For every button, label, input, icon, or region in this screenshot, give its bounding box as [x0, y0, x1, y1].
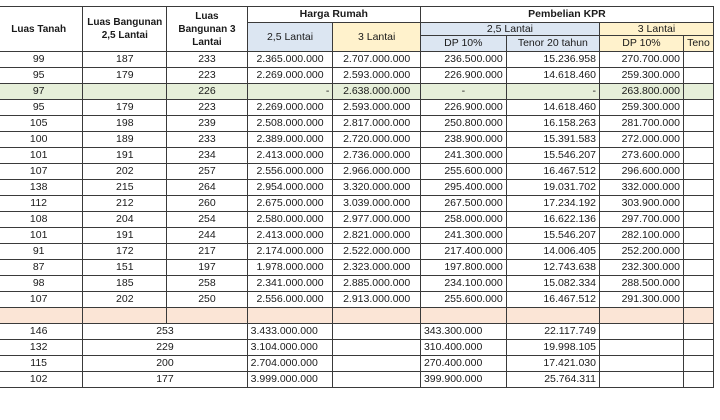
table-row	[0, 132, 714, 148]
cell-dp-25: 217.400.000	[420, 244, 506, 260]
cell-harga-3: 2.593.000.000	[333, 68, 421, 84]
cell-harga-3: 2.720.000.000	[333, 132, 421, 148]
cell-tenor-25: 25.764.311	[506, 372, 599, 388]
cell-luas-bangunan-3: 258	[167, 276, 247, 292]
cell-luas-bangunan-3: 244	[167, 228, 247, 244]
cell-luas-bangunan-3: 260	[167, 196, 247, 212]
header-pembelian-kpr: Pembelian KPR	[420, 7, 713, 23]
cell-dp-3: 297.700.000	[599, 212, 683, 228]
cell-luas-bangunan-25: 191	[83, 148, 167, 164]
cell-luas-tanah: 115	[0, 356, 83, 372]
header-harga-25: 2,5 Lantai	[247, 23, 333, 52]
cell-luas-bangunan: 253	[83, 324, 247, 340]
cell-luas-bangunan: 177	[83, 372, 247, 388]
cell-dp-25: 255.600.000	[420, 164, 506, 180]
cell-tenor-25: 16.622.136	[506, 212, 599, 228]
cell-luas-tanah: 95	[0, 68, 83, 84]
cell-harga-3: 2.638.000.000	[333, 84, 421, 100]
table-row	[0, 52, 714, 68]
cell-luas-bangunan-25: 172	[83, 244, 167, 260]
cell-harga-25: 2.341.000.000	[247, 276, 333, 292]
cell-dp-25: 270.400.000	[420, 356, 506, 372]
cell-luas-tanah: 107	[0, 164, 83, 180]
cell-harga-25: 2.556.000.000	[247, 292, 333, 308]
header-kpr-3: 3 Lantai	[599, 23, 713, 36]
header-dp-25: DP 10%	[420, 36, 506, 52]
cell-dp-25: 295.400.000	[420, 180, 506, 196]
cell-dp-3: 281.700.000	[599, 116, 683, 132]
cell-harga-25: 2.704.000.000	[247, 356, 333, 372]
cell-luas-bangunan: 229	[83, 340, 247, 356]
cell-luas-bangunan-25: 215	[83, 180, 167, 196]
cell-harga-25: 2.413.000.000	[247, 228, 333, 244]
cell-harga-3	[333, 324, 421, 340]
cell-luas-tanah: 95	[0, 100, 83, 116]
table-row	[0, 372, 714, 388]
cell-harga-25: 2.365.000.000	[247, 52, 333, 68]
cell-dp-25: 250.800.000	[420, 116, 506, 132]
cell-luas-bangunan-25: 191	[83, 228, 167, 244]
cell-luas-tanah: 112	[0, 196, 83, 212]
cell-tenor-3	[683, 324, 713, 340]
table-separator	[0, 308, 714, 324]
cell-harga-3: 3.320.000.000	[333, 180, 421, 196]
cell-dp-25: 226.900.000	[420, 68, 506, 84]
cell-dp-25: 241.300.000	[420, 148, 506, 164]
cell-harga-25: 1.978.000.000	[247, 260, 333, 276]
cell-dp-3: 232.300.000	[599, 260, 683, 276]
cell-luas-bangunan: 200	[83, 356, 247, 372]
cell-tenor-25: 15.236.958	[506, 52, 599, 68]
cell-dp-3: 332.000.000	[599, 180, 683, 196]
cell-dp-25: -	[420, 84, 506, 100]
cell-tenor-3	[683, 244, 713, 260]
cell-luas-bangunan-25: 179	[83, 68, 167, 84]
cell-luas-tanah: 100	[0, 132, 83, 148]
cell-tenor-3	[683, 148, 713, 164]
table-row	[0, 196, 714, 212]
cell-luas-bangunan-3: 226	[167, 84, 247, 100]
cell-dp-3: 282.100.000	[599, 228, 683, 244]
cell-luas-bangunan-25: 185	[83, 276, 167, 292]
table-row	[0, 324, 714, 340]
cell-harga-3: 2.707.000.000	[333, 52, 421, 68]
cell-harga-25: 2.269.000.000	[247, 68, 333, 84]
cell-tenor-25: 19.031.702	[506, 180, 599, 196]
header-harga-3: 3 Lantai	[333, 23, 421, 52]
cell-harga-25: 2.389.000.000	[247, 132, 333, 148]
cell-dp-3: 273.600.000	[599, 148, 683, 164]
cell-luas-bangunan-25: 151	[83, 260, 167, 276]
cell-dp-3: 263.800.000	[599, 84, 683, 100]
cell-harga-3: 2.821.000.000	[333, 228, 421, 244]
cell-luas-tanah: 132	[0, 340, 83, 356]
cell-tenor-3	[683, 260, 713, 276]
cell-dp-25: 343.300.000	[420, 324, 506, 340]
cell-tenor-3	[683, 356, 713, 372]
header-luas-bangunan-25: Luas Bangunan 2,5 Lantai	[83, 7, 167, 52]
cell-luas-bangunan-25: 179	[83, 100, 167, 116]
header-row-top	[0, 7, 714, 23]
cell-luas-bangunan-3: 250	[167, 292, 247, 308]
cell-dp-3: 288.500.000	[599, 276, 683, 292]
table-row	[0, 100, 714, 116]
cell-dp-3: 259.300.000	[599, 68, 683, 84]
cell-tenor-25: 17.234.192	[506, 196, 599, 212]
cell-dp-3: 303.900.000	[599, 196, 683, 212]
cell-dp-3	[599, 324, 683, 340]
cell-harga-3: 2.522.000.000	[333, 244, 421, 260]
cell-harga-3	[333, 356, 421, 372]
cell-tenor-25: 16.467.512	[506, 292, 599, 308]
table-row	[0, 180, 714, 196]
cell-luas-bangunan-25	[83, 84, 167, 100]
cell-harga-3: 2.977.000.000	[333, 212, 421, 228]
cell-luas-bangunan-25: 204	[83, 212, 167, 228]
cell-tenor-3	[683, 100, 713, 116]
table-body-main	[0, 52, 714, 308]
cell-dp-25: 255.600.000	[420, 292, 506, 308]
cell-dp-25: 241.300.000	[420, 228, 506, 244]
cell-dp-25: 226.900.000	[420, 100, 506, 116]
cell-harga-25: 2.580.000.000	[247, 212, 333, 228]
cell-luas-tanah: 101	[0, 148, 83, 164]
cell-harga-25: 3.433.000.000	[247, 324, 333, 340]
cell-dp-3	[599, 372, 683, 388]
cell-luas-bangunan-25: 202	[83, 164, 167, 180]
cell-luas-tanah: 105	[0, 116, 83, 132]
cell-harga-3: 3.039.000.000	[333, 196, 421, 212]
cell-dp-25: 234.100.000	[420, 276, 506, 292]
table-row	[0, 148, 714, 164]
cell-tenor-25: 16.467.512	[506, 164, 599, 180]
cell-tenor-3	[683, 52, 713, 68]
cell-tenor-25: 19.998.105	[506, 340, 599, 356]
cell-harga-3: 2.736.000.000	[333, 148, 421, 164]
cell-harga-25: 2.508.000.000	[247, 116, 333, 132]
kpr-price-table	[0, 6, 714, 388]
header-tenor-3: Teno	[683, 36, 713, 52]
cell-dp-3: 272.000.000	[599, 132, 683, 148]
cell-luas-tanah: 138	[0, 180, 83, 196]
cell-harga-3: 2.323.000.000	[333, 260, 421, 276]
cell-tenor-25: 16.158.263	[506, 116, 599, 132]
cell-luas-bangunan-25: 189	[83, 132, 167, 148]
cell-tenor-25: 15.082.334	[506, 276, 599, 292]
cell-luas-bangunan-3: 254	[167, 212, 247, 228]
cell-luas-bangunan-3: 233	[167, 52, 247, 68]
cell-luas-tanah: 108	[0, 212, 83, 228]
cell-luas-tanah: 87	[0, 260, 83, 276]
cell-tenor-3	[683, 340, 713, 356]
header-luas-tanah: Luas Tanah	[0, 7, 83, 52]
table-row	[0, 340, 714, 356]
cell-luas-tanah: 107	[0, 292, 83, 308]
cell-dp-25: 236.500.000	[420, 52, 506, 68]
table-row	[0, 356, 714, 372]
cell-dp-25: 197.800.000	[420, 260, 506, 276]
table-row	[0, 244, 714, 260]
cell-luas-bangunan-3: 197	[167, 260, 247, 276]
cell-tenor-3	[683, 372, 713, 388]
header-luas-bangunan-3: Luas Bangunan 3 Lantai	[167, 7, 247, 52]
cell-luas-bangunan-3: 257	[167, 164, 247, 180]
cell-harga-25: 3.999.000.000	[247, 372, 333, 388]
table-row	[0, 68, 714, 84]
cell-tenor-3	[683, 68, 713, 84]
header-tenor-25: Tenor 20 tahun	[506, 36, 599, 52]
cell-luas-bangunan-25: 202	[83, 292, 167, 308]
separator-row	[0, 308, 714, 324]
cell-tenor-25: -	[506, 84, 599, 100]
table-row	[0, 212, 714, 228]
cell-luas-tanah: 98	[0, 276, 83, 292]
cell-harga-25: 2.556.000.000	[247, 164, 333, 180]
cell-tenor-3	[683, 228, 713, 244]
header-harga-rumah: Harga Rumah	[247, 7, 420, 23]
cell-luas-bangunan-3: 264	[167, 180, 247, 196]
cell-tenor-3	[683, 276, 713, 292]
table-body-second	[0, 324, 714, 388]
cell-harga-25: 2.675.000.000	[247, 196, 333, 212]
cell-dp-3	[599, 340, 683, 356]
cell-luas-bangunan-3: 217	[167, 244, 247, 260]
cell-luas-bangunan-3: 233	[167, 132, 247, 148]
cell-dp-3: 296.600.000	[599, 164, 683, 180]
table-row	[0, 116, 714, 132]
cell-harga-25: 2.174.000.000	[247, 244, 333, 260]
cell-tenor-3	[683, 196, 713, 212]
cell-luas-tanah: 99	[0, 52, 83, 68]
cell-harga-3: 2.913.000.000	[333, 292, 421, 308]
header-kpr-25: 2,5 Lantai	[420, 23, 599, 36]
cell-tenor-25: 15.546.207	[506, 228, 599, 244]
cell-dp-3: 270.700.000	[599, 52, 683, 68]
cell-luas-bangunan-3: 239	[167, 116, 247, 132]
cell-tenor-3	[683, 292, 713, 308]
cell-harga-3	[333, 372, 421, 388]
cell-tenor-25: 15.546.207	[506, 148, 599, 164]
cell-harga-3: 2.966.000.000	[333, 164, 421, 180]
cell-harga-3: 2.817.000.000	[333, 116, 421, 132]
cell-luas-bangunan-25: 187	[83, 52, 167, 68]
cell-harga-25: -	[247, 84, 333, 100]
cell-harga-25: 2.954.000.000	[247, 180, 333, 196]
cell-dp-25: 267.500.000	[420, 196, 506, 212]
cell-luas-bangunan-3: 223	[167, 68, 247, 84]
cell-tenor-3	[683, 212, 713, 228]
cell-harga-3: 2.593.000.000	[333, 100, 421, 116]
table-row	[0, 228, 714, 244]
cell-harga-3	[333, 340, 421, 356]
cell-luas-tanah: 91	[0, 244, 83, 260]
cell-harga-3: 2.885.000.000	[333, 276, 421, 292]
cell-dp-3: 291.300.000	[599, 292, 683, 308]
cell-luas-tanah: 102	[0, 372, 83, 388]
cell-dp-25: 258.000.000	[420, 212, 506, 228]
cell-dp-25: 399.900.000	[420, 372, 506, 388]
cell-dp-3: 259.300.000	[599, 100, 683, 116]
cell-tenor-3	[683, 164, 713, 180]
header-dp-3: DP 10%	[599, 36, 683, 52]
table-row	[0, 84, 714, 100]
cell-luas-bangunan-25: 212	[83, 196, 167, 212]
cell-luas-tanah: 97	[0, 84, 83, 100]
cell-luas-bangunan-25: 198	[83, 116, 167, 132]
cell-luas-tanah: 146	[0, 324, 83, 340]
cell-tenor-25: 12.743.638	[506, 260, 599, 276]
table-row	[0, 164, 714, 180]
cell-tenor-3	[683, 132, 713, 148]
cell-tenor-25: 15.391.583	[506, 132, 599, 148]
cell-luas-tanah: 101	[0, 228, 83, 244]
cell-tenor-25: 14.618.460	[506, 68, 599, 84]
cell-tenor-3	[683, 180, 713, 196]
cell-dp-25: 310.400.000	[420, 340, 506, 356]
cell-dp-3: 252.200.000	[599, 244, 683, 260]
cell-harga-25: 3.104.000.000	[247, 340, 333, 356]
table-row	[0, 260, 714, 276]
cell-tenor-3	[683, 84, 713, 100]
table-row	[0, 276, 714, 292]
cell-tenor-3	[683, 116, 713, 132]
cell-dp-25: 238.900.000	[420, 132, 506, 148]
cell-tenor-25: 17.421.030	[506, 356, 599, 372]
table-row	[0, 292, 714, 308]
cell-tenor-25: 14.618.460	[506, 100, 599, 116]
cell-harga-25: 2.269.000.000	[247, 100, 333, 116]
cell-luas-bangunan-3: 223	[167, 100, 247, 116]
cell-dp-3	[599, 356, 683, 372]
cell-harga-25: 2.413.000.000	[247, 148, 333, 164]
cell-tenor-25: 14.006.405	[506, 244, 599, 260]
cell-tenor-25: 22.117.749	[506, 324, 599, 340]
cell-luas-bangunan-3: 234	[167, 148, 247, 164]
